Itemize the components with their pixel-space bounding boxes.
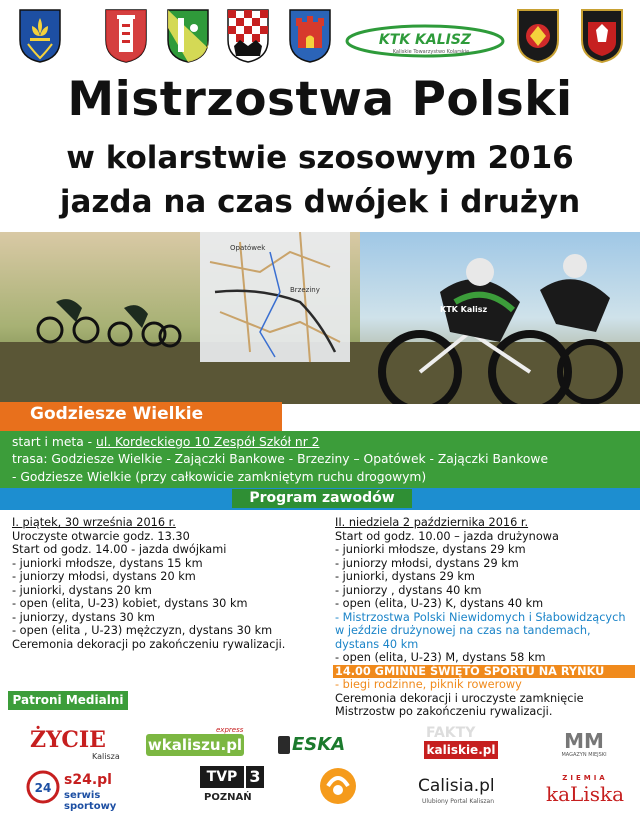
crests-row [0, 0, 640, 75]
radio-logo-icon [314, 764, 362, 810]
mm-logo [554, 730, 614, 764]
tvp-text: TVP [200, 766, 244, 788]
blind-championship-line: dystans 40 km [335, 637, 419, 651]
day1-line: - juniorzy młodsi, dystans 20 km [12, 570, 196, 583]
fakty-text: kaliskie.pl [424, 741, 498, 759]
day1-column [12, 516, 285, 651]
main-title: Mistrzostwa Polski [67, 72, 573, 127]
venue-name: Godziesze Wielkie [30, 404, 204, 424]
festival-banner: 14.00 GMINNE ŚWIĘTO SPORTU NA RYNKU [333, 665, 635, 679]
day1-line: Start od godz. 14.00 - jazda dwójkami [12, 543, 227, 556]
start-prefix: start i meta - [12, 435, 97, 449]
day1-line: - juniorki młodsze, dystans 15 km [12, 556, 203, 570]
tower-crest-icon [104, 8, 148, 64]
day2-line: - juniorzy młodsi, dystans 29 km [335, 556, 519, 570]
subtitle-line-1: w kolarstwie szosowym 2016 [66, 140, 574, 176]
day2-line: - juniorki, dystans 29 km [335, 570, 475, 583]
s24-sub: serwis sportowy [64, 790, 117, 812]
s24-icon [26, 770, 60, 804]
route-line-2: - Godziesze Wielkie (przy całkowicie zamkniętym ruchu drogowym) [12, 470, 427, 484]
tvp-sub: POZNAŃ [204, 792, 252, 803]
map-label-opatowek: Opatówek [230, 244, 266, 252]
fakty-top: FAKTY [426, 725, 476, 741]
club-crest-icon [516, 8, 560, 64]
day2-line: - juniorki młodsze, dystans 29 km [335, 543, 526, 556]
cyclists-photo [0, 232, 640, 404]
closing-line: Mistrzostw po zakończeniu rywalizacji. [335, 705, 553, 718]
wielkopolska-crest-icon [580, 8, 624, 64]
day1-line: Uroczyste otwarcie godz. 13.30 [12, 529, 190, 543]
mm-text: MM [564, 729, 604, 753]
start-address: ul. Kordeckiego 10 Zespół Szkół nr 2 [96, 435, 320, 449]
tvp3-logo [200, 766, 266, 812]
kaliska-text: kaLiska [545, 782, 625, 806]
day2-line: - open (elita, U-23) M, dystans 58 km [335, 651, 546, 664]
ziemia-text: ZIEMIA [562, 774, 608, 782]
route-line-1: trasa: Godziesze Wielkie - Zajączki Bankowe - Brzeziny – Opatówek - Zajączki Bankowe [12, 452, 549, 466]
zycie-text: ŻYCIE [30, 727, 106, 753]
ktk-tagline: Kaliskie Towarzystwo Kolarskie [392, 49, 470, 55]
wkaliszu-logo [146, 726, 246, 760]
day2-line: - juniorzy , dystans 40 km [335, 583, 482, 597]
day1-line: - juniorzy, dystans 30 km [12, 610, 155, 624]
green-crest-icon [166, 8, 210, 64]
eska-logo [278, 734, 348, 756]
calisia-text: Calisia.pl [418, 776, 495, 796]
svg-text:24: 24 [34, 781, 52, 795]
mm-sub: MAGAZYN MIEJSKI [561, 752, 607, 758]
calisia-logo [418, 776, 508, 812]
eska-text: ESKA [292, 734, 346, 755]
subtitle-line-2: jazda na czas dwójek i drużyn [59, 184, 581, 220]
jersey-text: KTK Kalisz [440, 305, 488, 314]
day1-line: Ceremonia dekoracji po zakończeniu rywalizacji. [12, 637, 286, 651]
program-label: Program zawodów [232, 489, 412, 508]
wkaliszu-tag: express [216, 726, 244, 734]
day2-line: Start od godz. 10.00 – jazda drużynowa [335, 529, 559, 543]
closing-line: Ceremonia dekoracji i uroczyste zamknięcie [335, 691, 584, 705]
fakty-kaliskie-logo [424, 725, 500, 763]
godziesze-crest-icon [18, 8, 62, 64]
day1-line: - open (elita, U-23) kobiet, dystans 30 km [12, 597, 248, 610]
day1-heading: I. piątek, 30 września 2016 r. [12, 516, 176, 529]
checker-crest-icon [226, 8, 270, 64]
day2-line: - open (elita, U-23) K, dystans 40 km [335, 597, 544, 610]
blind-championship-line: w jeździe drużynowej na czas na tandemach, [335, 624, 591, 637]
day1-line: - juniorki, dystans 20 km [12, 583, 152, 597]
s24-text: s24.pl [64, 772, 112, 788]
zycie-kalisza-logo [30, 727, 140, 765]
zycie-sub: Kalisza [92, 752, 120, 761]
gate-crest-icon [288, 8, 332, 64]
festival-sub: - biegi rodzinne, piknik rowerowy [335, 678, 522, 691]
wkaliszu-text: wkaliszu.pl [147, 736, 243, 754]
ktk-kalisz-logo [345, 24, 505, 58]
s24-logo [26, 770, 156, 810]
day2-column [335, 516, 635, 719]
map-label-brzeziny: Brzeziny [290, 286, 320, 294]
tvp-num: 3 [246, 766, 264, 788]
start-line [12, 435, 319, 449]
day2-heading: II. niedziela 2 października 2016 r. [335, 516, 529, 529]
patrons-label: Patroni Medialni [8, 691, 128, 710]
calisia-sub: Ulubiony Portal Kaliszan [422, 798, 495, 805]
blind-championship-line: - Mistrzostwa Polski Niewidomych i Słabowidzących [335, 610, 626, 624]
ziemia-kaliska-logo [540, 774, 630, 812]
day1-line: - open (elita , U-23) mężczyzn, dystans 30 km [12, 624, 273, 637]
ktk-name: KTK KALISZ [378, 32, 472, 48]
